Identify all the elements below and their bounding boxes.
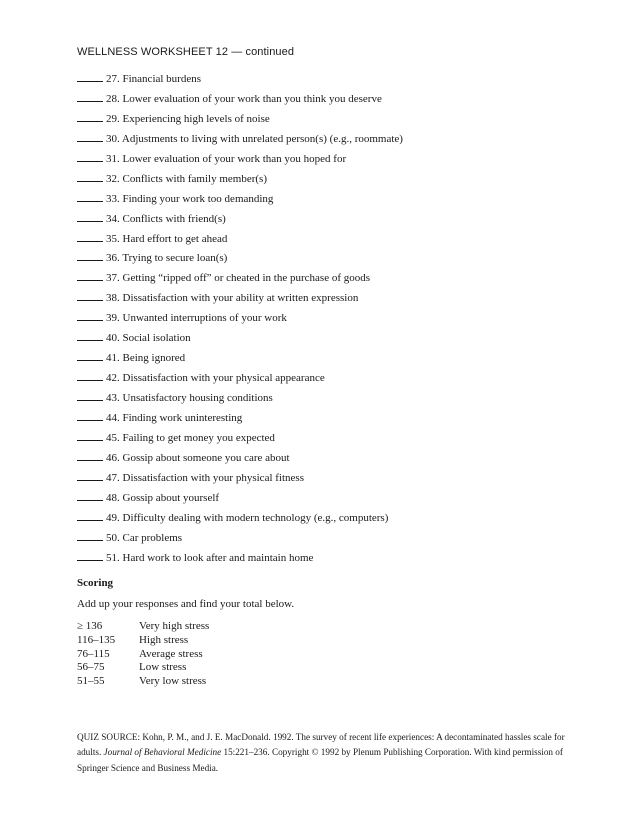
item-text: Conflicts with friend(s) xyxy=(122,212,226,225)
item-number: 35. xyxy=(106,232,120,245)
response-blank[interactable] xyxy=(77,271,103,281)
item-text: Difficulty dealing with modern technology (e.g., computers) xyxy=(122,511,389,524)
quiz-source xyxy=(77,730,577,776)
item-number: 40. xyxy=(106,332,120,345)
list-item xyxy=(77,110,597,130)
score-row xyxy=(77,661,597,675)
item-text: Dissatisfaction with your ability at written expression xyxy=(122,292,359,305)
item-number: 27. xyxy=(106,73,120,85)
score-label: Very low stress xyxy=(139,674,207,687)
item-text: Hard work to look after and maintain home xyxy=(122,551,314,564)
response-blank[interactable] xyxy=(77,451,103,461)
item-text: Being ignored xyxy=(122,352,186,365)
score-row xyxy=(77,675,597,689)
item-text: Getting “ripped off” or cheated in the purchase of goods xyxy=(122,272,371,285)
item-text: Conflicts with family member(s) xyxy=(122,172,267,185)
item-number: 50. xyxy=(106,531,120,544)
item-text: Unwanted interruptions of your work xyxy=(122,312,287,325)
item-number: 46. xyxy=(106,451,120,464)
response-blank[interactable] xyxy=(77,531,103,541)
score-label: Very high stress xyxy=(139,620,210,633)
item-text: Finding work uninteresting xyxy=(122,411,243,424)
item-number: 31. xyxy=(106,152,120,165)
item-number: 37. xyxy=(106,272,120,285)
item-list xyxy=(77,70,597,568)
list-item xyxy=(77,389,597,409)
list-item xyxy=(77,90,597,110)
source-text-part2: 15:221–236. Copyright © 1992 by Plenum Publishing Corporation. With kind permission of Springer Science and Business Media. xyxy=(77,747,563,773)
item-number: 36. xyxy=(106,252,120,265)
list-item xyxy=(77,70,597,90)
response-blank[interactable] xyxy=(77,132,103,142)
item-text: Car problems xyxy=(122,531,183,544)
score-row xyxy=(77,648,597,662)
response-blank[interactable] xyxy=(77,431,103,441)
item-text: Social isolation xyxy=(122,332,191,345)
scoring-title: Scoring xyxy=(77,577,114,590)
item-number: 49. xyxy=(106,511,120,524)
list-item xyxy=(77,230,597,250)
list-item xyxy=(77,509,597,529)
score-range: 76–115 xyxy=(77,647,110,660)
item-text: Adjustments to living with unrelated person(s) (e.g., roommate) xyxy=(121,132,403,145)
response-blank[interactable] xyxy=(77,172,103,182)
item-number: 43. xyxy=(106,392,120,404)
score-range: 56–75 xyxy=(77,661,105,674)
list-item xyxy=(77,329,597,349)
score-range: ≥ 136 xyxy=(77,620,103,633)
response-blank[interactable] xyxy=(77,152,103,162)
list-item xyxy=(77,449,597,469)
source-journal: Journal of Behavioral Medicine xyxy=(103,747,222,758)
score-range: 51–55 xyxy=(77,674,105,687)
item-text: Unsatisfactory housing conditions xyxy=(122,392,273,404)
list-item xyxy=(77,269,597,289)
item-text: Hard effort to get ahead xyxy=(122,232,228,245)
item-text: Lower evaluation of your work than you hoped for xyxy=(122,152,347,165)
list-item xyxy=(77,170,597,190)
response-blank[interactable] xyxy=(77,311,103,321)
list-item xyxy=(77,130,597,150)
list-item xyxy=(77,289,597,309)
response-blank[interactable] xyxy=(77,192,103,202)
list-item xyxy=(77,369,597,389)
item-number: 38. xyxy=(106,292,120,305)
score-row xyxy=(77,634,597,648)
response-blank[interactable] xyxy=(77,232,103,242)
list-item xyxy=(77,549,597,569)
score-label: Low stress xyxy=(139,661,187,674)
response-blank[interactable] xyxy=(77,351,103,361)
list-item xyxy=(77,210,597,230)
item-number: 51. xyxy=(106,551,120,564)
item-number: 29. xyxy=(106,112,120,125)
list-item xyxy=(77,469,597,489)
list-item xyxy=(77,409,597,429)
item-number: 39. xyxy=(106,312,120,325)
source-text-part1: QUIZ SOURCE: Kohn, P. M., and J. E. MacDonald. 1992. The survey of recent life experiences: A decontaminated hassles scale for adults. xyxy=(77,732,565,758)
score-range: 116–135 xyxy=(77,634,116,647)
item-number: 42. xyxy=(106,372,120,385)
response-blank[interactable] xyxy=(77,471,103,481)
worksheet-page xyxy=(77,44,597,688)
score-label: Average stress xyxy=(139,647,203,660)
item-number: 47. xyxy=(106,471,120,484)
item-number: 30. xyxy=(106,132,120,145)
item-text: Dissatisfaction with your physical appearance xyxy=(122,372,325,385)
item-text: Lower evaluation of your work than you think you deserve xyxy=(122,92,382,105)
item-text: Failing to get money you expected xyxy=(122,431,275,444)
item-number: 45. xyxy=(106,431,120,444)
score-row xyxy=(77,620,597,634)
response-blank[interactable] xyxy=(77,251,103,261)
list-item xyxy=(77,429,597,449)
response-blank[interactable] xyxy=(77,511,103,521)
response-blank[interactable] xyxy=(77,391,103,401)
list-item xyxy=(77,309,597,329)
response-blank[interactable] xyxy=(77,212,103,222)
list-item xyxy=(77,489,597,509)
item-number: 41. xyxy=(106,352,120,365)
response-blank[interactable] xyxy=(77,491,103,501)
list-item xyxy=(77,349,597,369)
response-blank[interactable] xyxy=(77,331,103,341)
item-text: Financial burdens xyxy=(122,73,202,85)
list-item xyxy=(77,529,597,549)
scoring-intro: Add up your responses and find your total below. xyxy=(77,598,295,611)
response-blank[interactable] xyxy=(77,291,103,301)
item-number: 44. xyxy=(106,411,120,424)
response-blank[interactable] xyxy=(77,92,103,102)
list-item xyxy=(77,249,597,269)
item-number: 34. xyxy=(106,212,120,225)
item-number: 32. xyxy=(106,172,120,185)
list-item xyxy=(77,150,597,170)
response-blank[interactable] xyxy=(77,371,103,381)
item-text: Trying to secure loan(s) xyxy=(122,252,228,265)
response-blank[interactable] xyxy=(77,112,103,122)
item-text: Experiencing high levels of noise xyxy=(122,112,270,125)
response-blank[interactable] xyxy=(77,411,103,421)
response-blank[interactable] xyxy=(77,551,103,561)
item-text: Dissatisfaction with your physical fitness xyxy=(122,471,304,484)
item-text: Finding your work too demanding xyxy=(122,192,274,205)
item-number: 33. xyxy=(106,192,120,205)
score-label: High stress xyxy=(139,634,189,647)
list-item xyxy=(77,190,597,210)
item-number: 28. xyxy=(106,92,120,105)
score-table xyxy=(77,620,597,688)
item-text: Gossip about yourself xyxy=(122,491,220,504)
worksheet-header: WELLNESS WORKSHEET 12 — continued xyxy=(77,46,295,58)
item-text: Gossip about someone you care about xyxy=(122,451,290,464)
item-number: 48. xyxy=(106,491,120,504)
response-blank[interactable] xyxy=(77,72,103,82)
